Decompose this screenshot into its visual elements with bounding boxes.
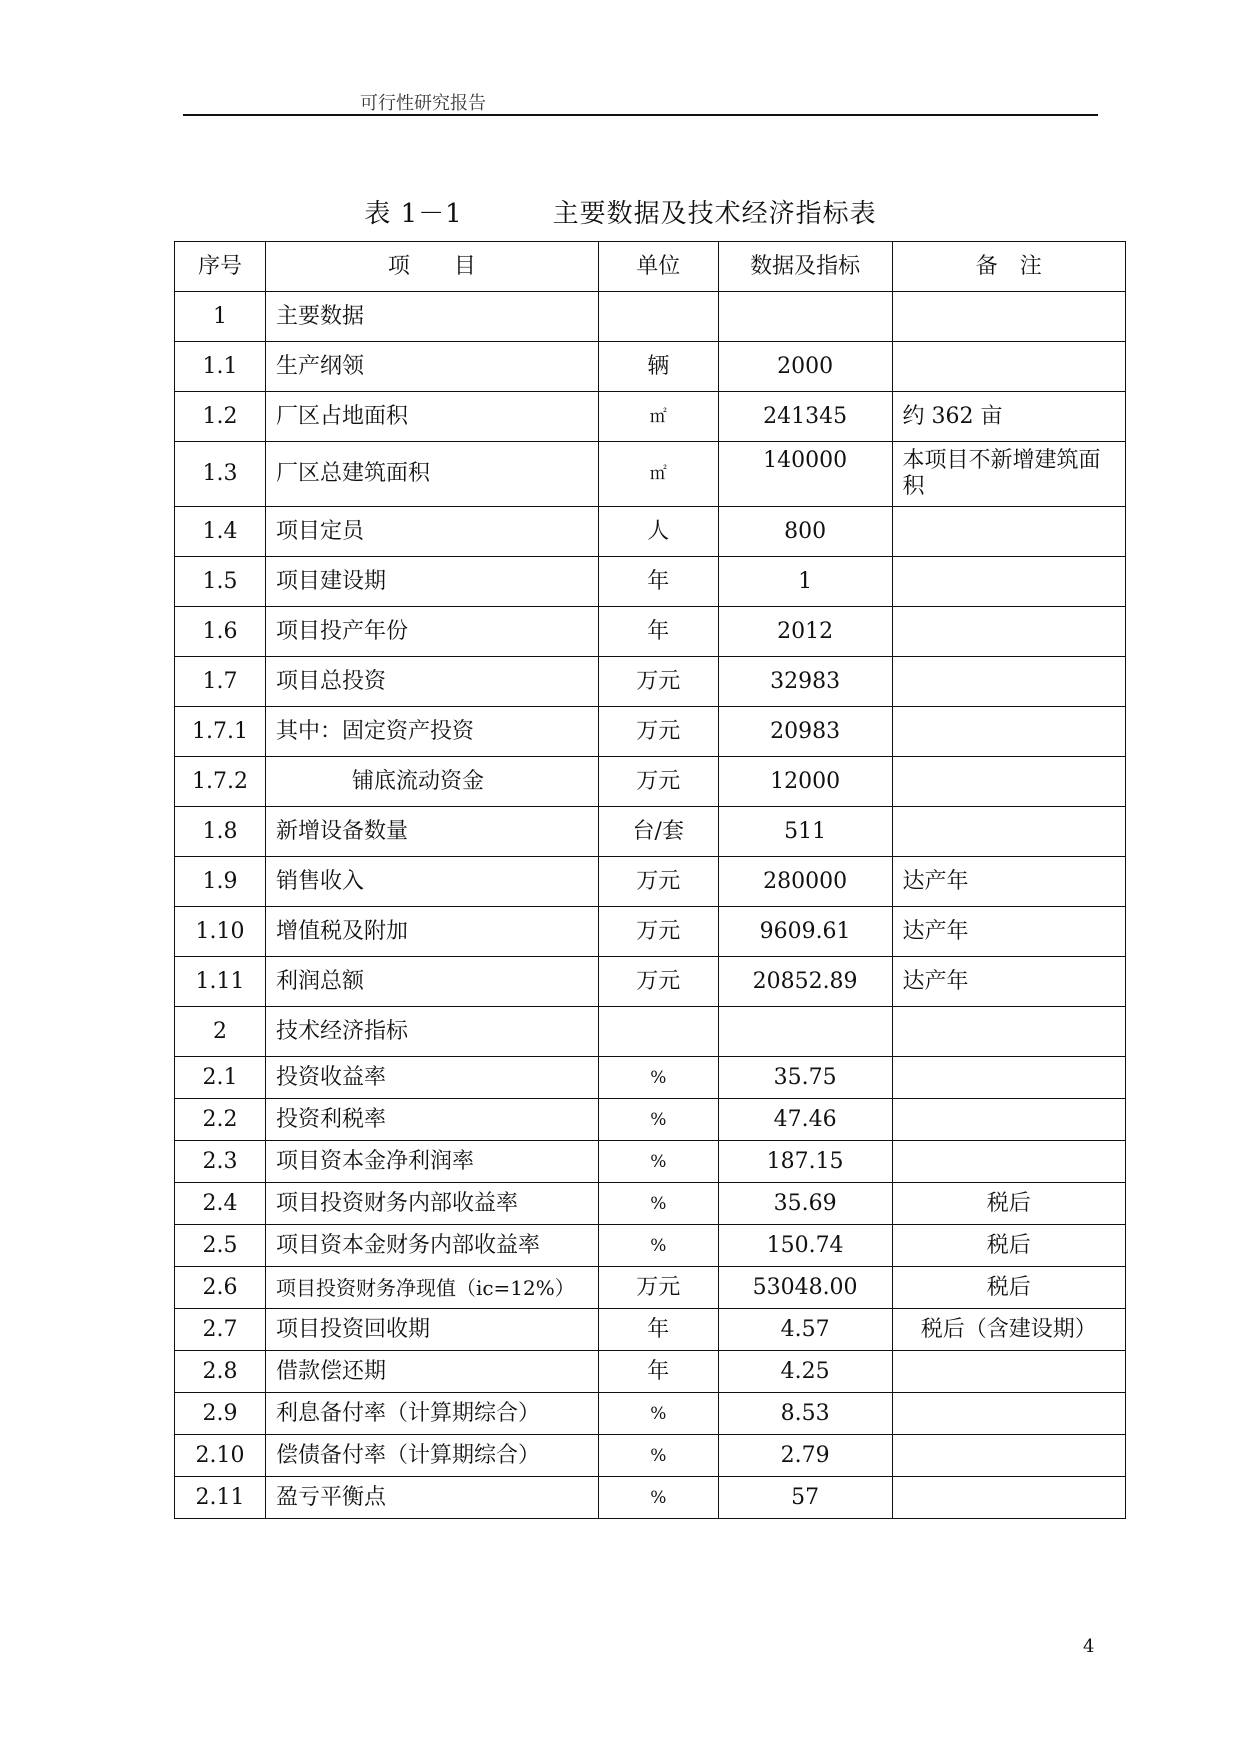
row-value: 187.15	[718, 1141, 892, 1183]
row-unit: 万元	[598, 957, 718, 1007]
table-row	[175, 1477, 1126, 1519]
row-value: 32983	[718, 657, 892, 707]
row-note	[892, 607, 1126, 657]
table-row	[175, 1267, 1126, 1309]
table-row	[175, 342, 1126, 392]
row-no: 2.10	[175, 1435, 266, 1477]
col-header-unit: 单位	[598, 242, 718, 292]
row-no: 2	[175, 1007, 266, 1057]
table-row	[175, 392, 1126, 442]
row-note: 本项目不新增建筑面积	[892, 442, 1126, 507]
row-no: 1.11	[175, 957, 266, 1007]
row-note: 税后	[892, 1183, 1126, 1225]
row-value: 20852.89	[718, 957, 892, 1007]
row-item: 项目投产年份	[265, 607, 598, 657]
row-no: 2.8	[175, 1351, 266, 1393]
row-note: 税后（含建设期）	[892, 1309, 1126, 1351]
row-value	[718, 1007, 892, 1057]
table-row	[175, 1309, 1126, 1351]
row-value: 4.57	[718, 1309, 892, 1351]
row-note: 达产年	[892, 857, 1126, 907]
row-note: 约 362 亩	[892, 392, 1126, 442]
row-value: 140000	[718, 442, 892, 507]
row-unit: %	[598, 1141, 718, 1183]
table-row	[175, 1141, 1126, 1183]
row-no: 2.5	[175, 1225, 266, 1267]
row-item: 技术经济指标	[265, 1007, 598, 1057]
row-no: 1.7.2	[175, 757, 266, 807]
row-no: 1.8	[175, 807, 266, 857]
table-row	[175, 1007, 1126, 1057]
row-item: 偿债备付率（计算期综合）	[265, 1435, 598, 1477]
row-item: 厂区占地面积	[265, 392, 598, 442]
table-row	[175, 657, 1126, 707]
row-no: 1.3	[175, 442, 266, 507]
row-note	[892, 507, 1126, 557]
row-value: 1	[718, 557, 892, 607]
row-unit: 万元	[598, 657, 718, 707]
row-unit: 万元	[598, 707, 718, 757]
row-unit: 台/套	[598, 807, 718, 857]
row-unit: 辆	[598, 342, 718, 392]
row-item: 生产纲领	[265, 342, 598, 392]
row-item: 利息备付率（计算期综合）	[265, 1393, 598, 1435]
row-note	[892, 1477, 1126, 1519]
table-row	[175, 907, 1126, 957]
table-title-text: 主要数据及技术经济指标表	[552, 199, 877, 229]
row-item: 铺底流动资金	[265, 757, 598, 807]
row-item: 利润总额	[265, 957, 598, 1007]
row-item: 主要数据	[265, 292, 598, 342]
row-no: 2.1	[175, 1057, 266, 1099]
row-value: 53048.00	[718, 1267, 892, 1309]
row-unit: 万元	[598, 907, 718, 957]
row-no: 1.7	[175, 657, 266, 707]
row-note	[892, 757, 1126, 807]
row-unit: %	[598, 1099, 718, 1141]
row-note	[892, 1007, 1126, 1057]
row-value: 8.53	[718, 1393, 892, 1435]
row-no: 2.4	[175, 1183, 266, 1225]
row-note	[892, 1141, 1126, 1183]
row-note	[892, 807, 1126, 857]
row-value: 2.79	[718, 1435, 892, 1477]
row-item: 借款偿还期	[265, 1351, 598, 1393]
col-header-value: 数据及指标	[718, 242, 892, 292]
row-item: 增值税及附加	[265, 907, 598, 957]
row-unit: %	[598, 1393, 718, 1435]
row-value: 12000	[718, 757, 892, 807]
row-value: 150.74	[718, 1225, 892, 1267]
row-value: 2012	[718, 607, 892, 657]
table-row	[175, 1057, 1126, 1099]
table-row	[175, 1225, 1126, 1267]
row-note	[892, 1057, 1126, 1099]
row-item: 投资利税率	[265, 1099, 598, 1141]
row-value: 2000	[718, 342, 892, 392]
row-unit: %	[598, 1225, 718, 1267]
row-unit: 年	[598, 557, 718, 607]
row-value: 800	[718, 507, 892, 557]
row-item: 项目建设期	[265, 557, 598, 607]
table-row	[175, 1435, 1126, 1477]
row-value: 241345	[718, 392, 892, 442]
row-note	[892, 1099, 1126, 1141]
table-title	[0, 193, 1241, 230]
row-unit: %	[598, 1477, 718, 1519]
row-no: 1	[175, 292, 266, 342]
row-no: 1.1	[175, 342, 266, 392]
row-no: 1.5	[175, 557, 266, 607]
row-no: 1.7.1	[175, 707, 266, 757]
row-unit: 人	[598, 507, 718, 557]
table-row	[175, 1183, 1126, 1225]
row-note: 达产年	[892, 907, 1126, 957]
col-header-item: 项 目	[265, 242, 598, 292]
row-no: 2.11	[175, 1477, 266, 1519]
row-unit: 年	[598, 1351, 718, 1393]
table-row	[175, 1393, 1126, 1435]
col-header-no: 序号	[175, 242, 266, 292]
row-note: 税后	[892, 1225, 1126, 1267]
row-note	[892, 1351, 1126, 1393]
row-note	[892, 1435, 1126, 1477]
row-value: 20983	[718, 707, 892, 757]
row-item: 厂区总建筑面积	[265, 442, 598, 507]
table-row	[175, 442, 1126, 507]
row-no: 1.10	[175, 907, 266, 957]
col-header-note: 备 注	[892, 242, 1126, 292]
table-row	[175, 292, 1126, 342]
row-item: 项目定员	[265, 507, 598, 557]
row-value: 47.46	[718, 1099, 892, 1141]
row-unit: ㎡	[598, 392, 718, 442]
row-unit: %	[598, 1183, 718, 1225]
row-unit	[598, 292, 718, 342]
row-note	[892, 292, 1126, 342]
row-value: 511	[718, 807, 892, 857]
row-no: 1.4	[175, 507, 266, 557]
indicator-table	[174, 241, 1126, 1519]
row-unit: 年	[598, 1309, 718, 1351]
row-item: 盈亏平衡点	[265, 1477, 598, 1519]
row-unit: 万元	[598, 857, 718, 907]
row-value: 280000	[718, 857, 892, 907]
table-row	[175, 957, 1126, 1007]
row-value: 9609.61	[718, 907, 892, 957]
row-note	[892, 1393, 1126, 1435]
table-row	[175, 707, 1126, 757]
table-row	[175, 557, 1126, 607]
row-value: 35.69	[718, 1183, 892, 1225]
row-item: 销售收入	[265, 857, 598, 907]
row-unit	[598, 1007, 718, 1057]
table-row	[175, 507, 1126, 557]
table-row	[175, 757, 1126, 807]
row-item: 其中：固定资产投资	[265, 707, 598, 757]
row-note	[892, 557, 1126, 607]
row-no: 1.9	[175, 857, 266, 907]
header-rule	[183, 114, 1098, 116]
row-note: 达产年	[892, 957, 1126, 1007]
row-item: 项目资本金财务内部收益率	[265, 1225, 598, 1267]
row-note	[892, 342, 1126, 392]
row-item: 项目投资回收期	[265, 1309, 598, 1351]
row-unit: 万元	[598, 757, 718, 807]
row-unit: %	[598, 1057, 718, 1099]
table-row	[175, 807, 1126, 857]
table-header-row	[175, 242, 1126, 292]
row-no: 2.9	[175, 1393, 266, 1435]
row-no: 1.2	[175, 392, 266, 442]
row-item: 项目投资财务内部收益率	[265, 1183, 598, 1225]
row-item: 投资收益率	[265, 1057, 598, 1099]
row-item: 新增设备数量	[265, 807, 598, 857]
row-note	[892, 707, 1126, 757]
table-row	[175, 1099, 1126, 1141]
table-row	[175, 1351, 1126, 1393]
row-note: 税后	[892, 1267, 1126, 1309]
row-note	[892, 657, 1126, 707]
row-unit: %	[598, 1435, 718, 1477]
row-value	[718, 292, 892, 342]
row-no: 2.2	[175, 1099, 266, 1141]
page-number: 4	[1083, 1636, 1095, 1657]
row-no: 2.6	[175, 1267, 266, 1309]
row-value: 35.75	[718, 1057, 892, 1099]
table-row	[175, 857, 1126, 907]
table-title-number: 表 1－1	[364, 199, 463, 229]
row-unit: ㎡	[598, 442, 718, 507]
row-value: 57	[718, 1477, 892, 1519]
row-value: 4.25	[718, 1351, 892, 1393]
running-header: 可行性研究报告	[360, 93, 486, 114]
table-row	[175, 607, 1126, 657]
row-no: 1.6	[175, 607, 266, 657]
row-unit: 万元	[598, 1267, 718, 1309]
row-item: 项目总投资	[265, 657, 598, 707]
row-no: 2.7	[175, 1309, 266, 1351]
row-item: 项目资本金净利润率	[265, 1141, 598, 1183]
row-item: 项目投资财务净现值（ic=12%）	[265, 1267, 598, 1309]
row-unit: 年	[598, 607, 718, 657]
row-no: 2.3	[175, 1141, 266, 1183]
